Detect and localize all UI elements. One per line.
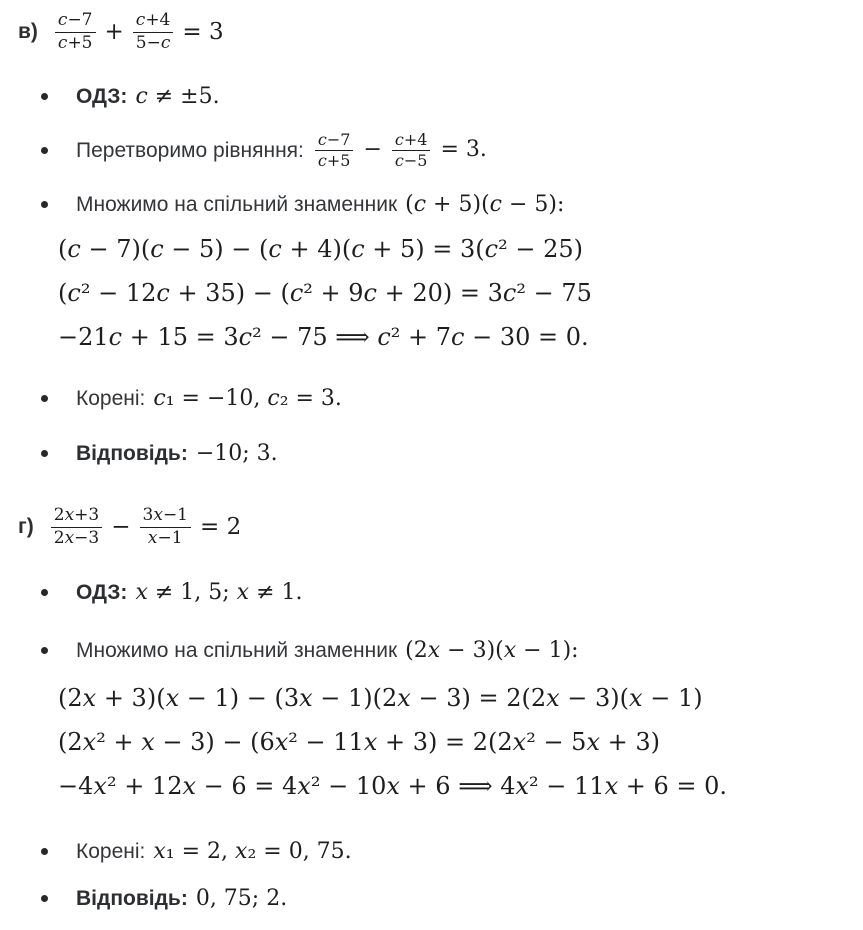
fraction-denominator: 5−c bbox=[135, 32, 171, 53]
fraction-denominator: c+5 bbox=[57, 32, 93, 53]
bullet-multiply-g bbox=[10, 637, 859, 664]
problem-v-equation bbox=[52, 11, 230, 52]
bullet-icon bbox=[41, 450, 48, 457]
bullet-icon bbox=[41, 848, 48, 855]
equation-step: (2x + 3)(x − 1) − (3x − 1)(2x − 3) = 2(2x − 3)(x − 1) bbox=[58, 684, 703, 712]
fraction-numerator: 3x−1 bbox=[140, 506, 191, 527]
equation-step: −4x² + 12x − 6 = 4x² − 10x + 6 ⟹ 4x² − 11x + 6 = 0. bbox=[58, 772, 728, 800]
equation-step: (c² − 12c + 35) − (c² + 9c + 20) = 3c² − 75 bbox=[58, 279, 592, 307]
equation-step: (c − 7)(c − 5) − (c + 4)(c + 5) = 3(c² − 25) bbox=[58, 235, 584, 263]
operator: + bbox=[104, 19, 124, 45]
fraction bbox=[315, 131, 354, 169]
equation-step: −21c + 15 = 3c² − 75 ⟹ c² + 7c − 30 = 0. bbox=[58, 323, 589, 351]
bullet-icon bbox=[41, 93, 48, 100]
operator: − bbox=[111, 514, 131, 540]
bullet-odz-g bbox=[10, 579, 859, 606]
answer-label: Відповідь: bbox=[76, 442, 188, 465]
odz-label: ОДЗ: bbox=[76, 581, 128, 604]
problem-v-heading bbox=[18, 6, 859, 58]
bullet-icon bbox=[41, 647, 48, 654]
operator: − bbox=[363, 137, 382, 162]
problem-g-equation bbox=[48, 506, 247, 547]
fraction-numerator: 2x+3 bbox=[51, 506, 102, 527]
bullet-transform-v bbox=[10, 126, 859, 174]
fraction-numerator: c−7 bbox=[315, 131, 354, 151]
answer-values: −10; 3. bbox=[195, 441, 278, 466]
bullet-answer-v bbox=[10, 440, 859, 467]
fraction-numerator: c+4 bbox=[392, 131, 431, 151]
bullet-icon bbox=[41, 589, 48, 596]
common-denominator: (2x − 3)(x − 1): bbox=[405, 638, 579, 663]
bullet-icon bbox=[41, 147, 48, 154]
bullet-icon bbox=[41, 201, 48, 208]
multiply-label: Множимо на спільний знаменник bbox=[76, 639, 398, 662]
multiply-label: Множимо на спільний знаменник bbox=[76, 193, 398, 216]
problem-g-label: г) bbox=[18, 515, 34, 538]
equation-rhs: = 3 bbox=[182, 19, 224, 45]
fraction-denominator: c+5 bbox=[317, 150, 351, 170]
problem-g-heading bbox=[18, 501, 859, 553]
equation-rhs: = 3. bbox=[440, 137, 487, 162]
roots-label: Корені: bbox=[76, 387, 146, 410]
bullet-roots-v bbox=[10, 385, 859, 412]
common-denominator: (c + 5)(c − 5): bbox=[405, 192, 565, 217]
bullet-multiply-v bbox=[10, 191, 859, 218]
fraction-denominator: c−5 bbox=[394, 150, 428, 170]
roots-values: x₁ = 2, x₂ = 0, 75. bbox=[153, 839, 352, 864]
answer-label: Відповідь: bbox=[76, 887, 188, 910]
fraction bbox=[140, 506, 191, 547]
bullet-roots-g bbox=[10, 838, 859, 865]
fraction-numerator: c+4 bbox=[133, 11, 174, 32]
odz-condition: c ≠ ±5. bbox=[135, 84, 220, 109]
answer-values: 0, 75; 2. bbox=[195, 886, 288, 911]
odz-label: ОДЗ: bbox=[76, 85, 128, 108]
bullet-icon bbox=[41, 395, 48, 402]
bullet-odz-v bbox=[10, 83, 859, 110]
fraction bbox=[133, 11, 174, 52]
fraction bbox=[392, 131, 431, 169]
bullet-answer-g bbox=[10, 885, 859, 912]
roots-label: Корені: bbox=[76, 840, 146, 863]
equation-steps-g bbox=[58, 676, 859, 808]
fraction bbox=[51, 506, 102, 547]
equation-steps-v bbox=[58, 227, 859, 359]
transform-label: Перетворимо рівняння: bbox=[76, 138, 304, 162]
problem-v-label: в) bbox=[18, 20, 38, 43]
fraction-numerator: c−7 bbox=[55, 11, 96, 32]
transform-equation bbox=[312, 131, 487, 169]
odz-condition: x ≠ 1, 5; x ≠ 1. bbox=[135, 580, 303, 605]
bullet-icon bbox=[41, 895, 48, 902]
roots-values: c₁ = −10, c₂ = 3. bbox=[153, 386, 342, 411]
equation-step: (2x² + x − 3) − (6x² − 11x + 3) = 2(2x² − 5x + 3) bbox=[58, 728, 660, 756]
fraction-denominator: 2x−3 bbox=[53, 527, 100, 548]
fraction-denominator: x−1 bbox=[147, 527, 183, 548]
equation-rhs: = 2 bbox=[200, 514, 242, 540]
fraction bbox=[55, 11, 96, 52]
